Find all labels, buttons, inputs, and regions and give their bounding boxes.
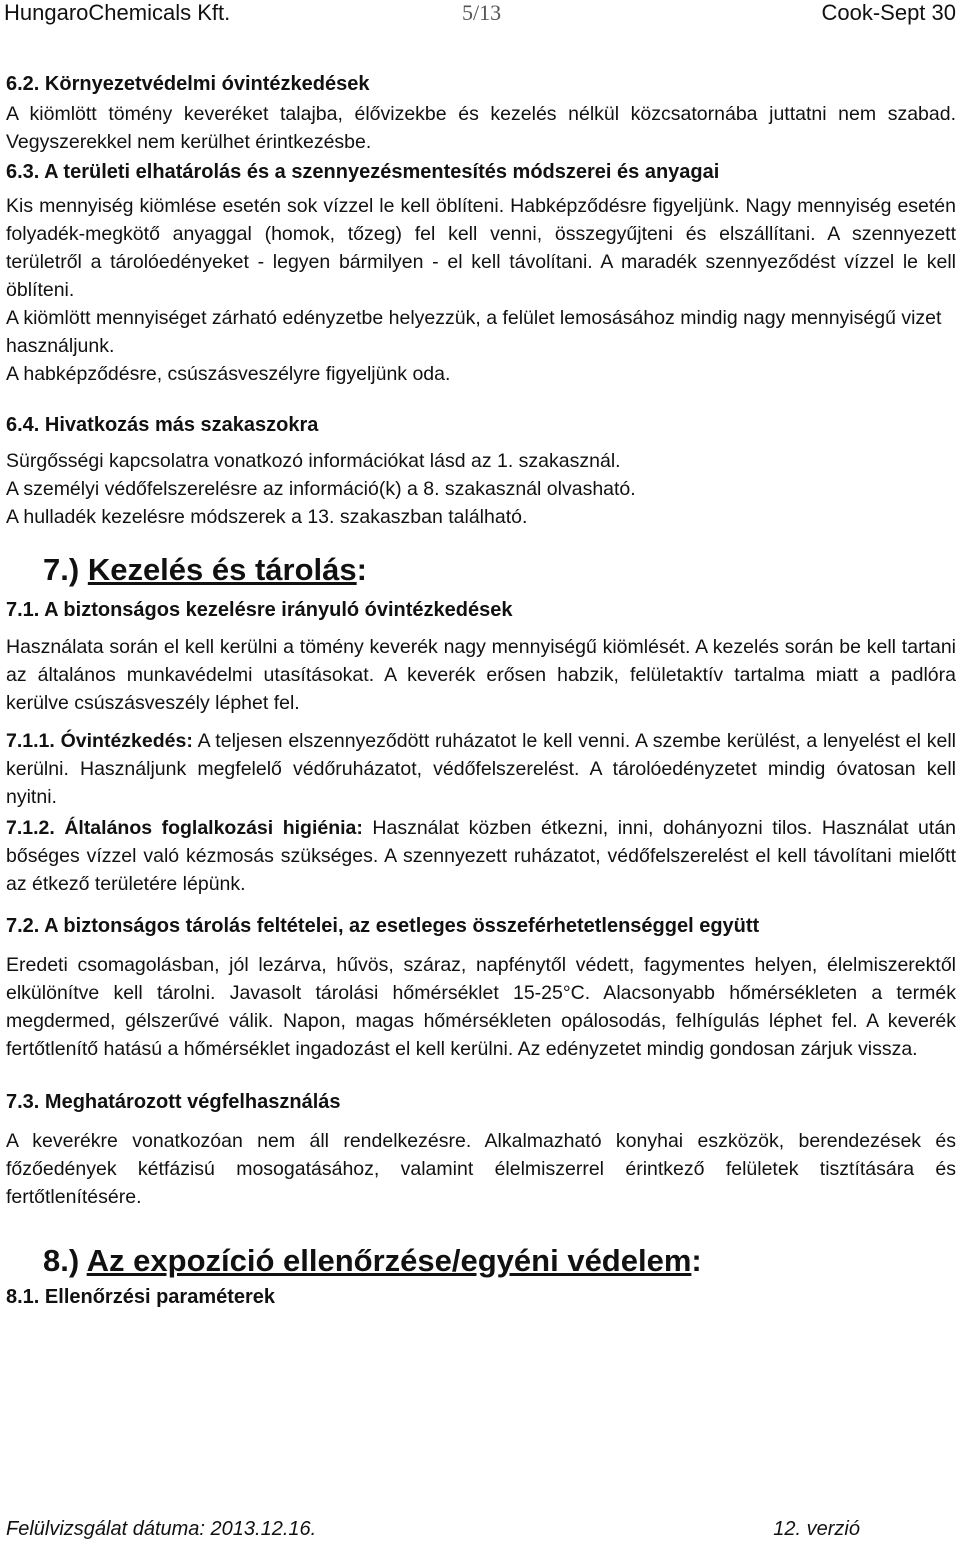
section-7-1-1-label: Óvintézkedés: (60, 730, 193, 752)
section-7-1-2 (6, 814, 956, 898)
section-6-4-heading: 6.4. Hivatkozás más szakaszokra (6, 414, 319, 436)
section-7-1-1 (6, 727, 956, 811)
section-6-4-line: A személyi védőfelszerelésre az információ(k) a 8. szakasznál olvasható. (6, 478, 636, 500)
chapter-8-number: 8.) (43, 1243, 80, 1278)
section-7-1-heading: 7.1. A biztonságos kezelésre irányuló óvintézkedések (6, 599, 513, 621)
section-8-1-heading: 8.1. Ellenőrzési paraméterek (6, 1286, 276, 1308)
section-6-3-paragraph: A kiömlött mennyiséget zárható edényzetbe helyezzük, a felület lemosásához mindig nagy mennyiségű vizet használjunk. (6, 307, 942, 357)
section-7-2-heading: 7.2. A biztonságos tárolás feltételei, az esetleges összeférhetetlenséggel együtt (6, 915, 760, 937)
chapter-7-number: 7.) (43, 552, 80, 587)
section-7-3-heading: 7.3. Meghatározott végfelhasználás (6, 1091, 341, 1113)
chapter-7-colon: : (356, 552, 367, 587)
product-name: Cook-Sept 30 (821, 0, 956, 25)
page-header (4, 0, 956, 30)
section-7-1-1-number: 7.1.1. (6, 730, 55, 752)
document-body (6, 70, 956, 1311)
section-6-4-line: A hulladék kezelésre módszerek a 13. szakaszban található. (6, 506, 528, 528)
section-7-2-text: Eredeti csomagolásban, jól lezárva, hűvös, száraz, napfénytől védett, fagymentes helyen, élelmiszerektől elkülönítve kell tárolni. Javasolt tárolási hőmérséklet 15-25°C. Alacsonyabb hőmérsékleten a termék megdermed, gélszerűvé válik. Napon, magas hőmérsékleten opálosodás, felhígulás léphet fel. A keverék fertőtlenítő hatású a hőmérséklet ingadozást el kell kerülni. Az edényzetet mindig gondosan zárjuk vissza. (6, 954, 956, 1060)
chapter-8-title: Az expozíció ellenőrzése/egyéni védelem (86, 1243, 692, 1278)
chapter-8-colon: : (691, 1243, 702, 1278)
section-6-4-line: Sürgősségi kapcsolatra vonatkozó információkat lásd az 1. szakasznál. (6, 450, 621, 472)
section-6-2-heading: 6.2. Környezetvédelmi óvintézkedések (6, 73, 370, 95)
section-6-3-heading: 6.3. A területi elhatárolás és a szennyezésmentesítés módszerei és anyagai (6, 161, 720, 183)
section-6-2-text: A kiömlött tömény keveréket talajba, élővizekbe és kezelés nélkül közcsatornába juttatni nem szabad. Vegyszerekkel nem kerülhet érintkezésbe. (6, 103, 956, 153)
section-7-3-text: A keverékre vonatkozóan nem áll rendelkezésre. Alkalmazható konyhai eszközök, berendezések és főzőedények kétfázisú mosogatásához, valamint élelmiszerrel érintkező felületek tisztítására és fertőtlenítésére. (6, 1130, 956, 1208)
section-7-1-2-number: 7.1.2. (6, 817, 55, 839)
section-7-1-text: Használata során el kell kerülni a tömény keverék nagy mennyiségű kiömlését. A kezelés során be kell tartani az általános munkavédelmi utasításokat. A keverék erősen habzik, felületaktív tartalma miatt a padlóra kerülve csúszásveszély léphet fel. (6, 636, 956, 714)
section-6-3-paragraph: A habképződésre, csúszásveszélyre figyeljünk oda. (6, 363, 451, 385)
version-number: 12. verzió (773, 1518, 860, 1540)
chapter-7-title: Kezelés és tárolás (87, 552, 357, 587)
company-name: HungaroChemicals Kft. (4, 0, 231, 25)
chapter-7-heading (6, 551, 956, 589)
chapter-8-heading (6, 1242, 956, 1280)
section-7-1-1-text: A teljesen elszennyeződött ruházatot le kell venni. A szembe kerülést, a lenyelést el kell kerülni. Használjunk megfelelő védőruházatot, védőfelszerelést. A tárolóedényzetet mindig óvatosan kell nyitni. (6, 730, 956, 808)
section-7-1-2-label: Általános foglalkozási higiénia: (64, 817, 363, 839)
review-date: Felülvizsgálat dátuma: 2013.12.16. (6, 1518, 317, 1540)
section-7-1-2-text: Használat közben étkezni, inni, dohányozni tilos. Használat után bőséges vízzel való kézmosás szükséges. A szennyezett ruházatot, védőfelszerelést el kell távolítani mielőtt az étkező területére lépünk. (6, 817, 957, 895)
page-number: 5/13 (462, 0, 502, 25)
section-6-3-paragraph: Kis mennyiség kiömlése esetén sok vízzel le kell öblíteni. Habképződésre figyeljünk. Nagy mennyiség esetén folyadék-megkötő anyaggal (homok, tőzeg) fel kell venni, összegyűjteni és elszállítani. A szennyezett területről a tárolóedényeket - legyen bármilyen - el kell távolítani. A maradék szennyeződést vízzel le kell öblíteni. (6, 195, 956, 301)
